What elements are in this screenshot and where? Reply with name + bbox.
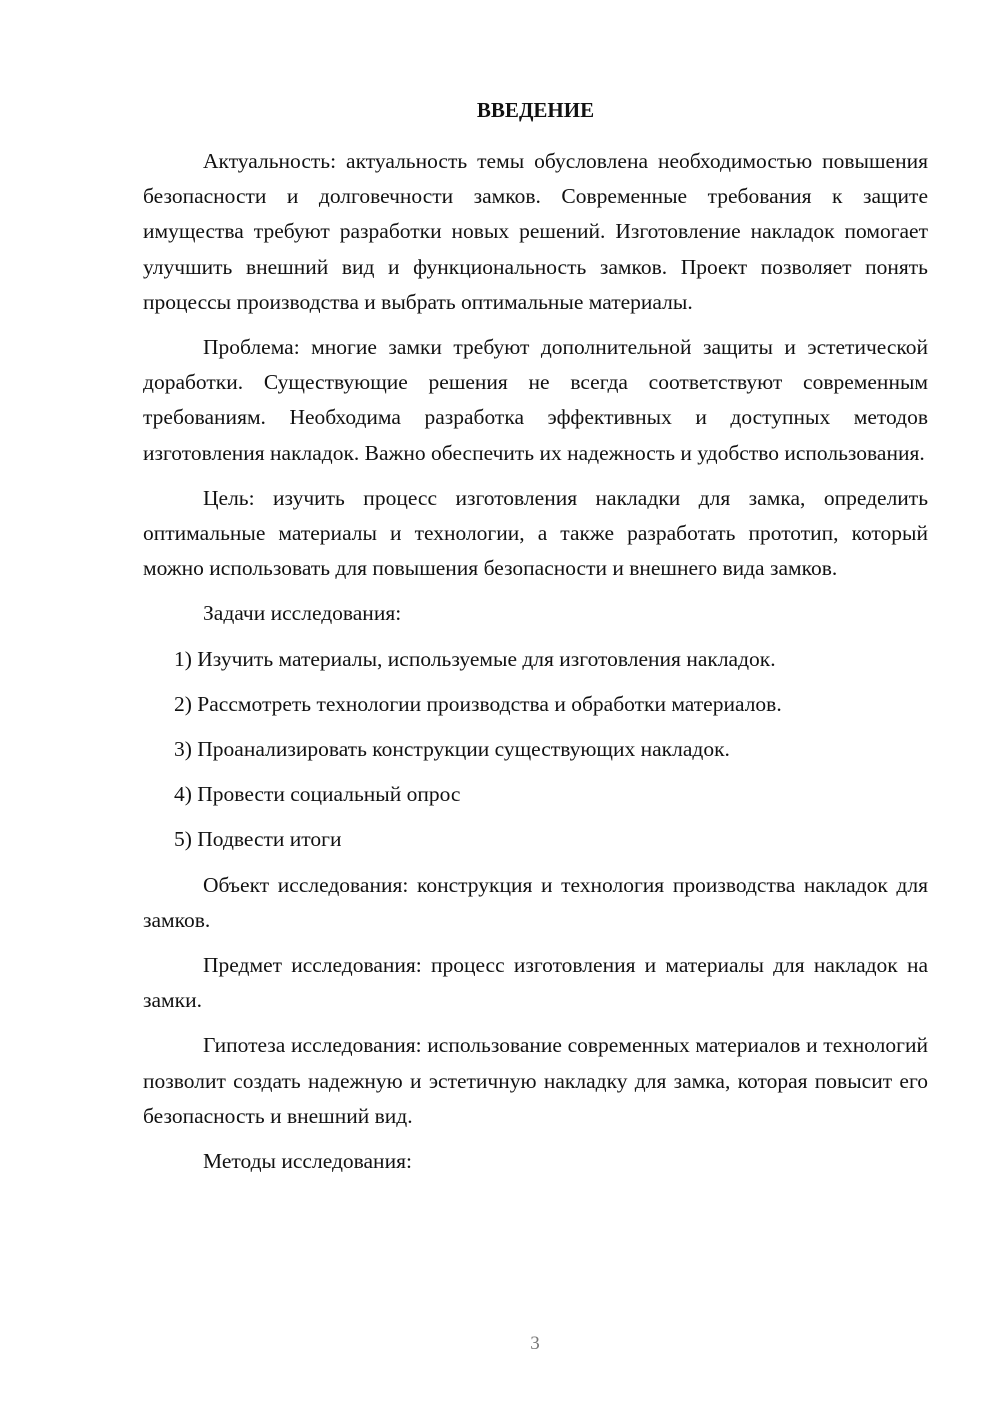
page-content	[143, 96, 928, 1179]
list-item: 1) Изучить материалы, используемые для изготовления накладок.	[174, 646, 776, 671]
subject-paragraph: Предмет исследования: процесс изготовления и материалы для накладок на замки.	[143, 953, 928, 1013]
goal-paragraph: Цель: изучить процесс изготовления накладки для замка, определить оптимальные материалы и технологии, а также разработать прототип, который можно использовать для повышения безопасности и внешнего вида замков.	[143, 485, 928, 581]
list-item: 5) Подвести итоги	[174, 827, 342, 852]
list-item: 2) Рассмотреть технологии производства и обработки материалов.	[174, 691, 782, 716]
list-item: 4) Провести социальный опрос	[174, 782, 461, 807]
list-item: 3) Проанализировать конструкции существующих накладок.	[174, 737, 730, 762]
tasks-list	[143, 642, 928, 858]
relevance-paragraph: Актуальность: актуальность темы обусловлена необходимостью повышения безопасности и долговечности замков. Современные требования к защите имущества требуют разработки новых решений. Изготовление накладок помогает улучшить внешний вид и функциональность замков. Проект позволяет понять процессы производства и выбрать оптимальные материалы.	[143, 149, 928, 314]
page-number: 3	[530, 1333, 540, 1354]
tasks-title: Задачи исследования:	[203, 601, 402, 626]
problem-paragraph: Проблема: многие замки требуют дополнительной защиты и эстетической доработки. Существующие решения не всегда соответствуют современным требованиям. Необходима разработка эффективных и доступных методов изготовления накладок. Важно обеспечить их надежность и удобство использования.	[143, 335, 928, 465]
object-paragraph: Объект исследования: конструкция и технология производства накладок для замков.	[143, 872, 928, 932]
methods-title: Методы исследования:	[203, 1149, 412, 1174]
hypothesis-paragraph: Гипотеза исследования: использование современных материалов и технологий позволит создать надежную и эстетичную накладку для замка, которая повысит его безопасность и внешний вид.	[143, 1033, 928, 1128]
section-heading: ВВЕДЕНИЕ	[476, 98, 595, 122]
